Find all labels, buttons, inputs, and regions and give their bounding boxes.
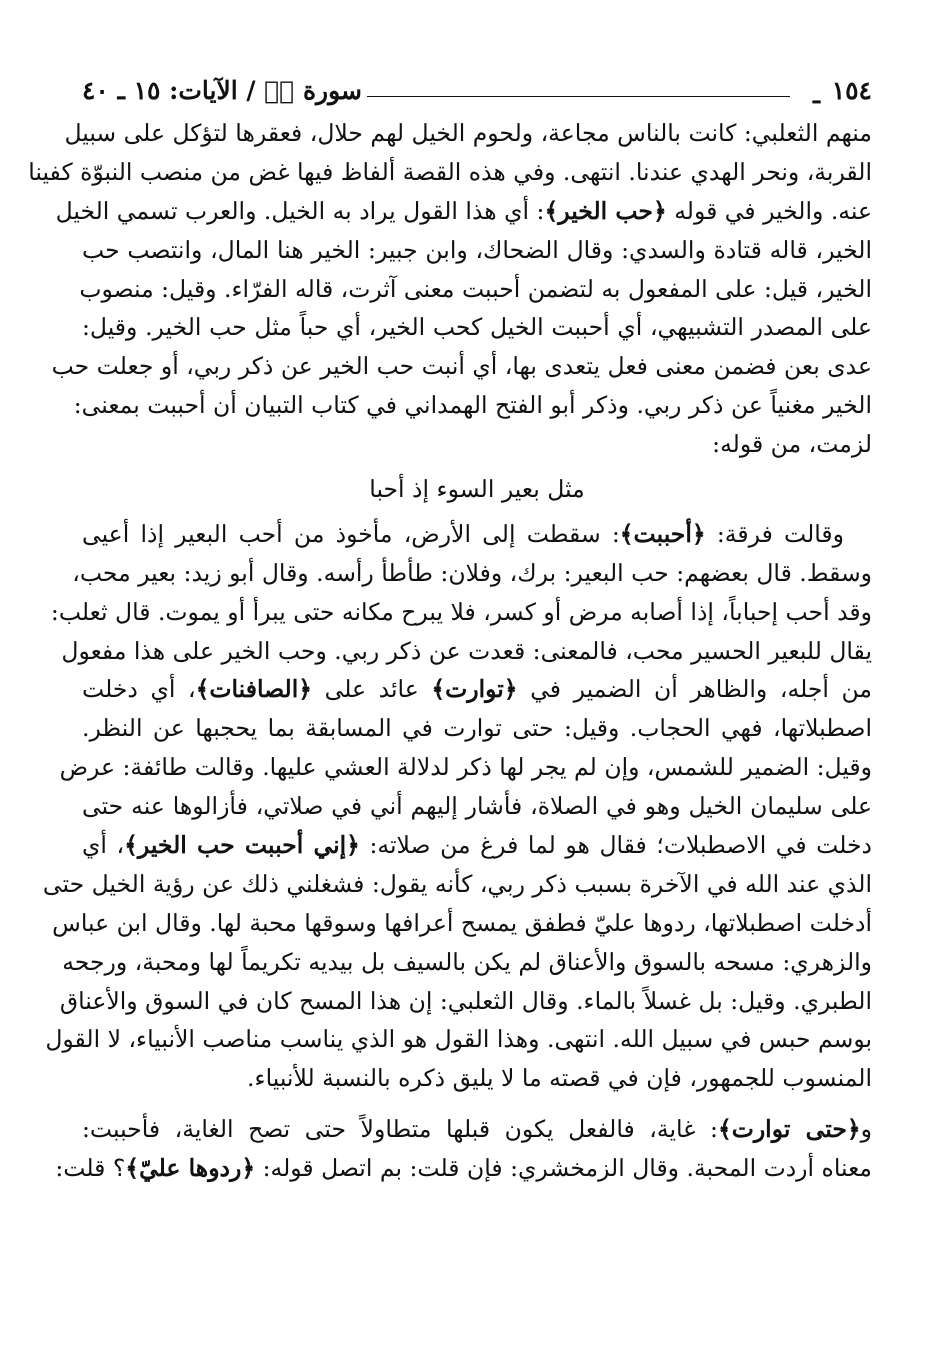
text-line: والزهري: مسحه بالسوق والأعناق لم يكن بالسيف بل بيديه تكريماً لها ومحبة، ورجحه [62,947,872,976]
text-line: دخلت في الاصطبلات؛ فقال هو لما فرغ من صلاته: ﴿إني أحببت حب الخير﴾، أي [82,831,873,860]
quran-citation: ﴿حتى توارت﴾ [717,1115,861,1144]
text-line: وسقط. قال بعضهم: حب البعير: برك، وفلان: طأطأ رأسه. وقال أبو زيد: بعير محب، [72,558,872,587]
text-line: منهم الثعلبي: كانت بالناس مجاعة، ولحوم الخيل لهم حلال، فعقرها لتؤكل على سبيل [64,119,872,147]
text-line: معناه أردت المحبة. وقال الزمخشري: فإن قلت: بم اتصل قوله: ﴿ردوها عليّ﴾؟ قلت: [55,1154,872,1183]
header-rule [367,96,790,97]
text-line: الخير مغنياً عن ذكر ربي. وذكر أبو الفتح الهمداني في كتاب التبيان أن أحببت بمعنى: [73,391,872,420]
text-line: بوسم حبس في سبيل الله. انتهى. وهذا القول هو الذي يناسب مناصب الأنبياء، لا القول [45,1025,872,1054]
text-line: وقالت فرقة: ﴿أحببت﴾: سقطت إلى الأرض، مأخوذ من أحب البعير إذا أعيى [82,519,845,548]
quran-citation: ﴿حب الخير﴾ [544,196,667,225]
text-line: لزمت، من قوله: [712,430,872,459]
quran-citation: ﴿الصافنات﴾ [195,675,313,704]
quran-citation: ﴿توارت﴾ [431,675,518,704]
text-line: الخير، قاله قتادة والسدي: وقال الضحاك، وابن جبير: الخير هنا المال، وانتصب حب [82,235,872,264]
paragraph-1 [28,114,872,464]
book-page [28,70,873,1188]
text-line: عدى بعن فضمن معنى فعل يتعدى بها، أي أنبت حب الخير عن ذكر ربي، أو جعلت حب [51,352,872,381]
commentary-text [28,114,873,1188]
surah-title: سورة صۤ / الآيات: ١٥ ـ ٤٠ [82,76,362,105]
text-line: عنه. والخير في قوله ﴿حب الخير﴾: أي هذا القول يراد به الخيل. والعرب تسمي الخيل [55,196,872,225]
text-line: و﴿حتى توارت﴾: غاية، فالفعل يكون قبلها متطاولاً حتى تصح الغاية، فأحببت: [82,1115,872,1144]
page-number: ١٥٤ [831,76,872,105]
text-line: وقد أحب إحباباً، إذا أصابه مرض أو كسر، فلا يبرح مكانه حتى يبرأ أو يموت. قال ثعلب: [50,597,872,626]
text-line: الطبري. وقيل: بل غسلاً بالماء. وقال الثعلبي: إن هذا المسح كان في السوق والأعناق [59,986,872,1015]
text-line: اصطبلاتها، فهي الحجاب. وقيل: حتى توارت في المسابقة بما يحجبها عن النظر. [82,714,872,743]
header-dash: ـ [812,80,820,109]
text-line: على سليمان الخيل وهو في الصلاة، فأشار إليهم أني في صلاتي، فأزالوها عنه حتى [82,792,872,821]
paragraph-2 [42,515,873,1098]
text-line: القربة، ونحر الهدي عندنا. انتهى. وفي هذه القصة ألفاظ فيها غض من منصب النبوّة كفينا [28,157,872,186]
text-line: يقال للبعير الحسير محب، فالمعنى: قعدت عن ذكر ربي. وحب الخير على هذا مفعول [61,636,872,665]
paragraph-3 [55,1110,872,1188]
paragraph-gap [82,1098,872,1110]
quran-citation: ﴿أحببت﴾ [619,519,706,548]
text-line: المنسوب للجمهور، فإن في قصته ما لا يليق ذكره بالنسبة للأنبياء. [247,1064,872,1093]
page-header [82,70,872,114]
text-line: أدخلت اصطبلاتها، ردوها عليّ فطفق يمسح أعرافها وسوقها محبة لها. وقال ابن عباس [52,908,872,937]
quran-citation: ﴿ردوها عليّ﴾ [125,1154,256,1183]
text-line: من أجله، والظاهر أن الضمير في ﴿توارت﴾ عائد على ﴿الصافنات﴾، أي دخلت [82,675,873,704]
text-line: وقيل: الضمير للشمس، وإن لم يجر لها ذكر لدلالة العشي عليها. وقالت طائفة: عرض [59,753,872,782]
poetry-verse: مثل بعير السوء إذ أحبا [369,475,585,504]
quran-citation: ﴿إني أحببت حب الخير﴾ [124,831,360,860]
text-line: على المصدر التشبيهي، أي أحببت الخيل كحب الخير، أي حباً مثل حب الخير. وقيل: [82,313,872,342]
text-line: الذي عند الله في الآخرة بسبب ذكر ربي، كأنه يقول: فشغلني ذلك عن رؤية الخيل حتى [42,869,872,898]
text-line: الخير، قيل: على المفعول به لتضمن أحببت معنى آثرت، قاله الفرّاء. وقيل: منصوب [79,274,872,303]
